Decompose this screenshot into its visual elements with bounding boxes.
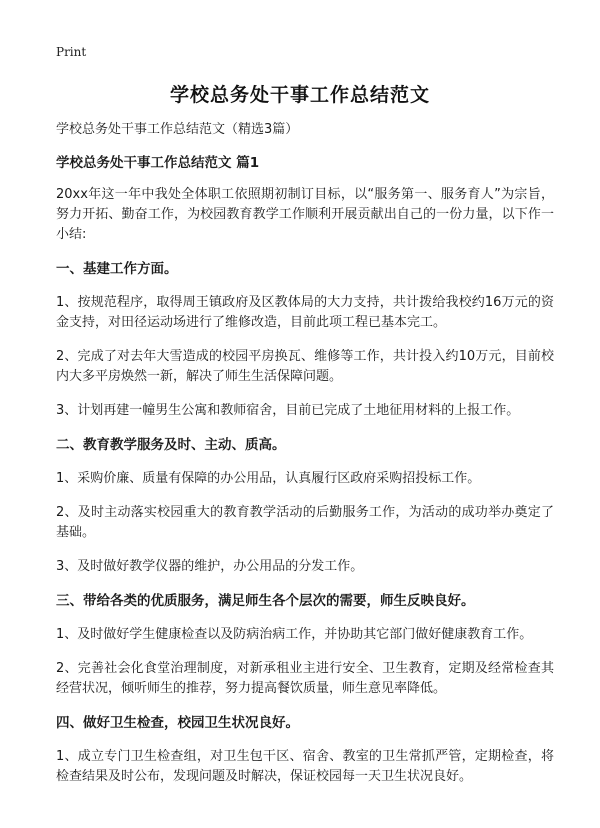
intro-paragraph: 20xx年这一年中我处全体职工依照期初制订目标，以“服务第一、服务育人”为宗旨，努力开拓、勤奋工作，为校园教育教学工作顺利开展贡献出自己的一份力量，以下作一小结: [56, 187, 554, 242]
section-4-paragraph: 1、成立专门卫生检查组，对卫生包干区、宿舍、教室的卫生常抓严管，定期检查，将检查结果及时公布，发现问题及时解决，保证校园每一天卫生状况良好。 [56, 749, 554, 784]
print-link[interactable]: Print [56, 45, 87, 59]
page-title: 学校总务处干事工作总结范文 [169, 84, 430, 106]
document-subtitle: 学校总务处干事工作总结范文（精选3篇） [56, 122, 299, 137]
section-1-paragraph: 3、计划再建一幢男生公寓和教师宿舍，目前已完成了土地征用材料的上报工作。 [56, 403, 520, 418]
section-heading-2: 二、教育教学服务及时、主动、质高。 [56, 437, 286, 453]
section-2-paragraph: 3、及时做好教学仪器的维护，办公用品的分发工作。 [56, 559, 364, 574]
section-heading-1: 一、基建工作方面。 [56, 261, 178, 277]
article-title: 学校总务处干事工作总结范文 篇1 [56, 155, 260, 171]
document-body [56, 120, 554, 801]
section-2-paragraph: 1、采购价廉、质量有保障的办公用品，认真履行区政府采购招投标工作。 [56, 471, 481, 486]
section-2-paragraph: 2、及时主动落实校园重大的教育教学活动的后勤服务工作，为活动的成功举办奠定了基础。 [56, 505, 554, 540]
section-heading-3: 三、带给各类的优质服务，满足师生各个层次的需要，师生反映良好。 [56, 593, 475, 609]
section-3-paragraph: 2、完善社会化食堂治理制度，对新承租业主进行安全、卫生教育，定期及经常检查其经营状况，倾听师生的推荐，努力提高餐饮质量，师生意见率降低。 [56, 661, 554, 696]
section-heading-4: 四、做好卫生检查，校园卫生状况良好。 [56, 715, 299, 731]
section-1-paragraph: 1、按规范程序，取得周王镇政府及区教体局的大力支持，共计拨给我校约16万元的资金支持，对田径运动场进行了维修改造，目前此项工程已基本完工。 [56, 295, 554, 330]
section-1-paragraph: 2、完成了对去年大雪造成的校园平房换瓦、维修等工作，共计投入约10万元，目前校内大多平房焕然一新，解决了师生生活保障问题。 [56, 349, 554, 384]
section-3-paragraph: 1、及时做好学生健康检查以及防病治病工作，并协助其它部门做好健康教育工作。 [56, 627, 533, 642]
